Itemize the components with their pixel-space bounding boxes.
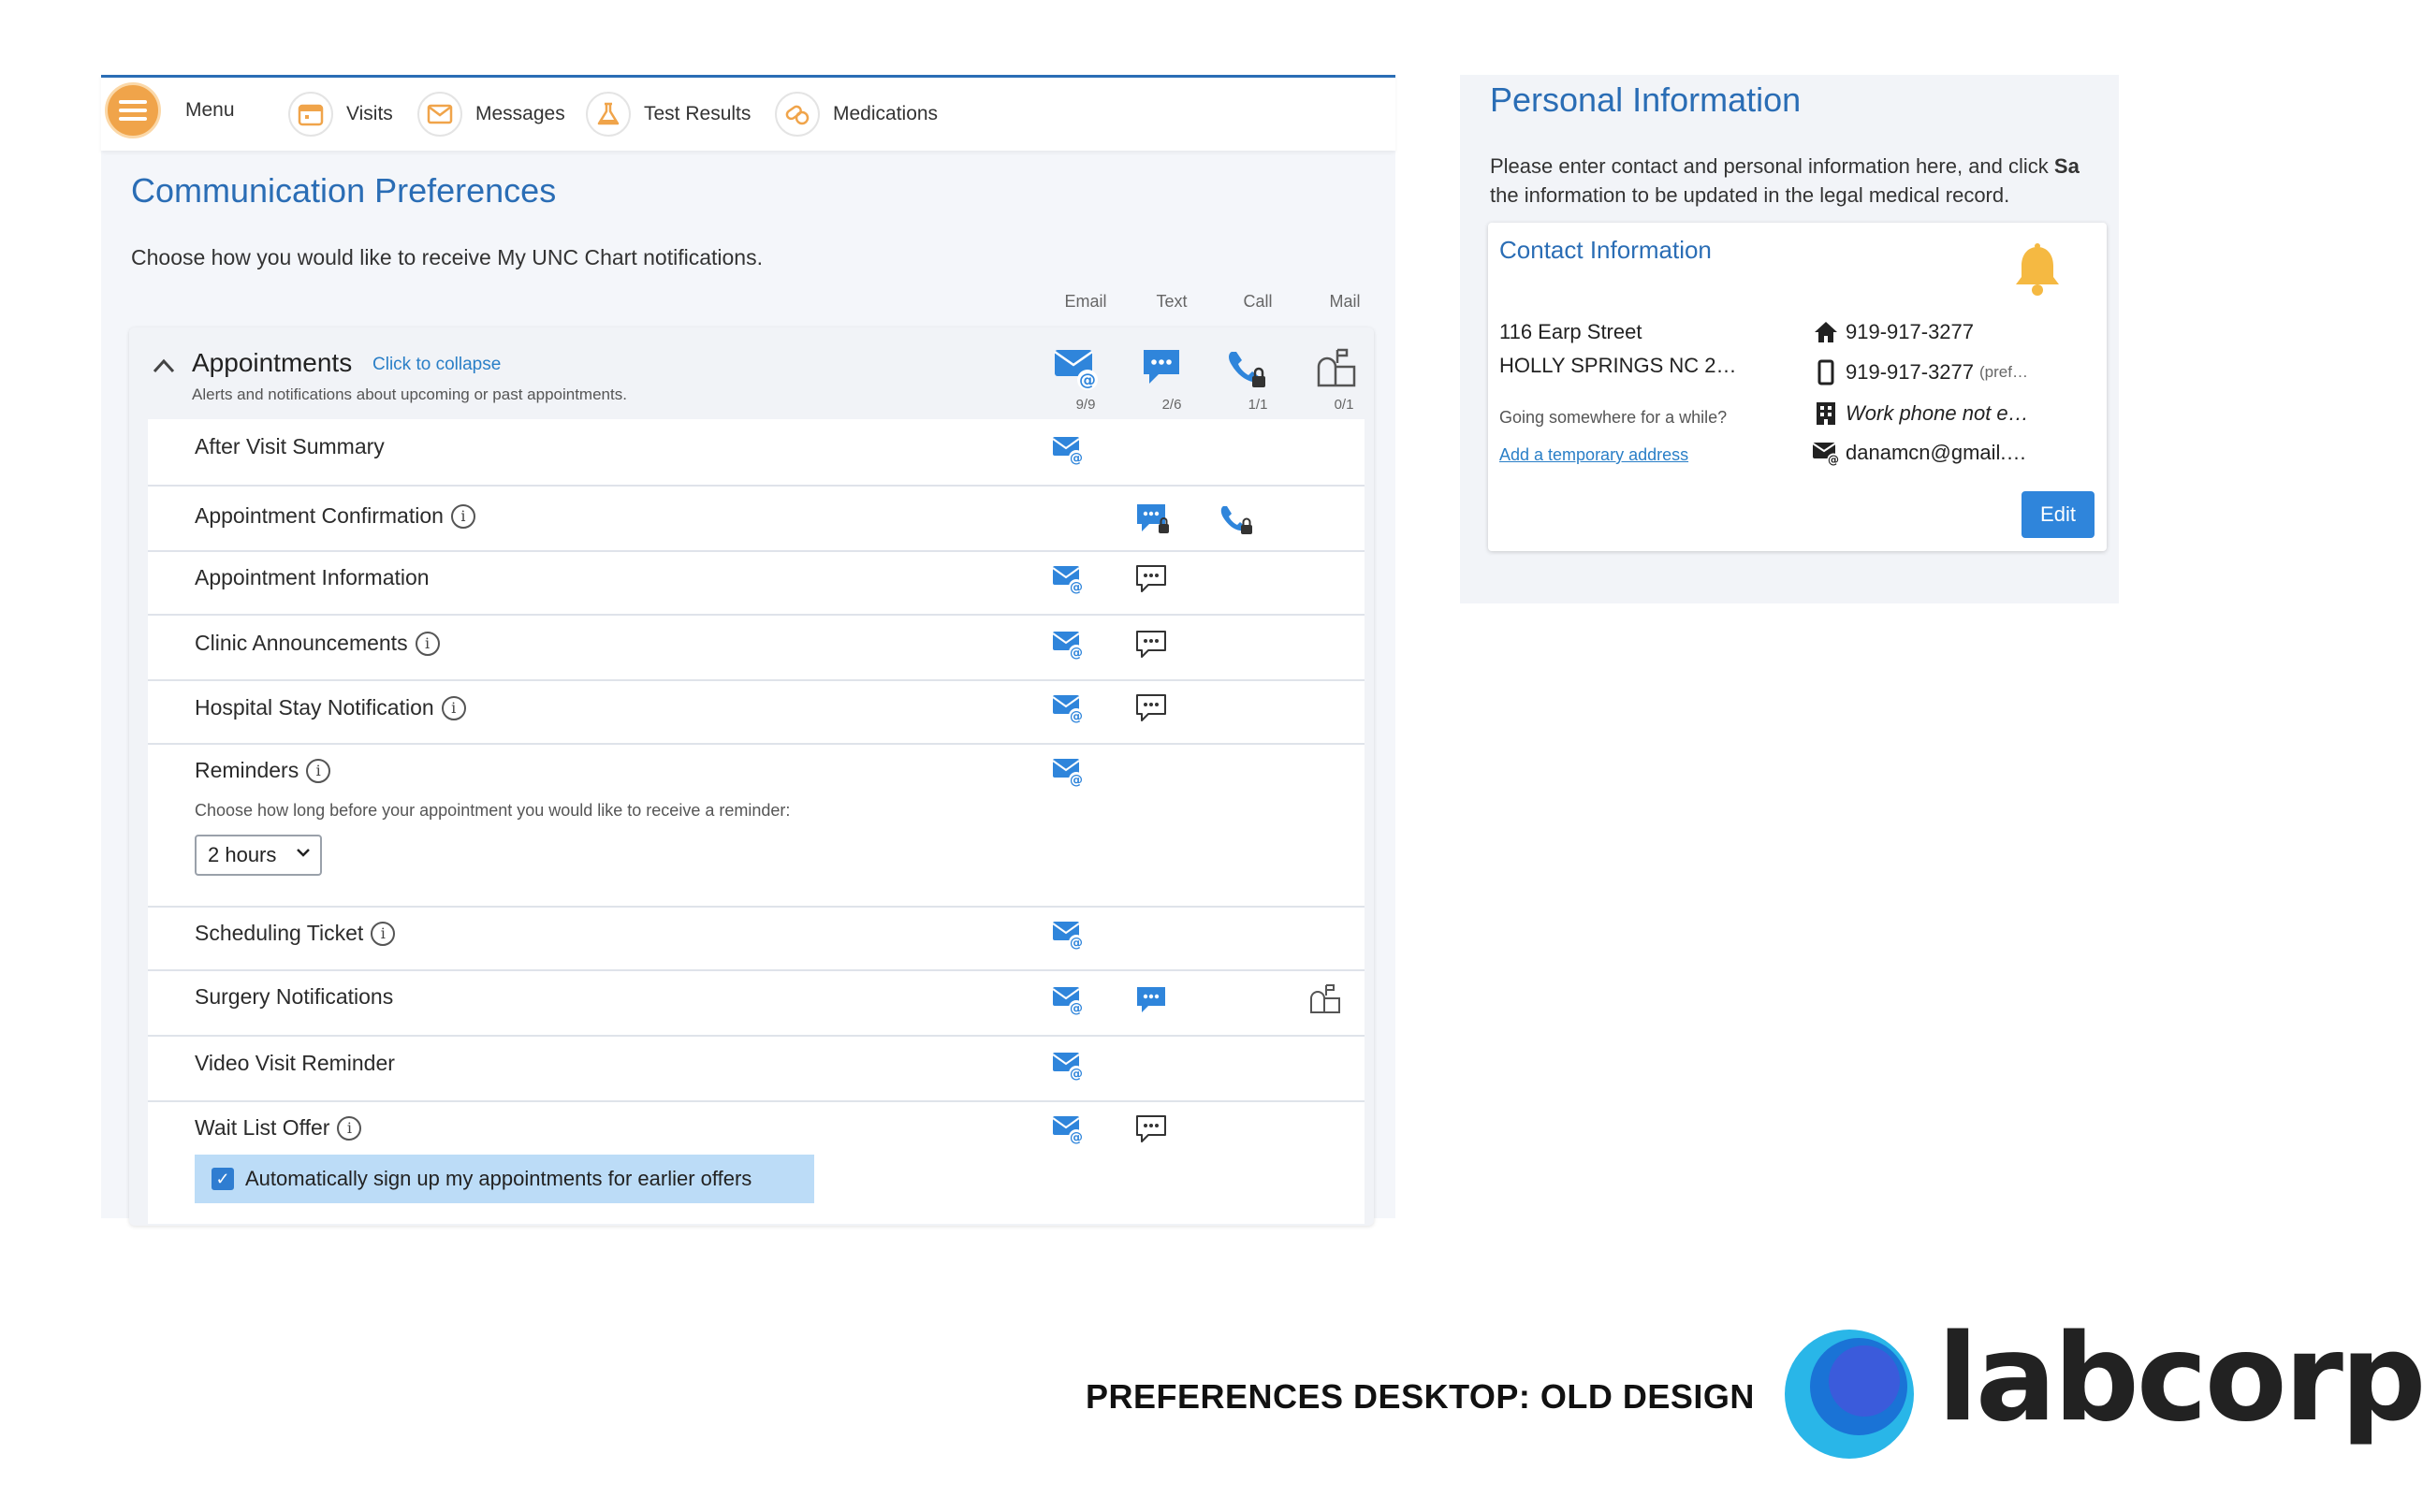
list-item: [148, 969, 1365, 1037]
info-icon[interactable]: i: [306, 759, 330, 783]
svg-text:@: @: [1070, 709, 1083, 724]
email-icon: [1051, 1050, 1085, 1082]
email-toggle[interactable]: [1051, 756, 1085, 792]
preferences-list: [148, 419, 1365, 1224]
mailbox-icon: [1315, 346, 1358, 389]
work-phone-row: [1812, 400, 2029, 427]
row-label: [195, 758, 330, 783]
mobile-phone-row: [1812, 359, 2028, 385]
auto-signup-label: Automatically sign up my appointments for earlier offers: [245, 1167, 752, 1190]
contact-info-title: Contact Information: [1499, 236, 1712, 264]
email-toggle[interactable]: [1051, 919, 1085, 955]
email-toggle[interactable]: [1051, 1050, 1085, 1086]
email-toggle[interactable]: [1051, 692, 1085, 729]
personal-info-text-line1: Please enter contact and personal information here, and click: [1490, 154, 2054, 178]
auto-signup-checkbox[interactable]: [195, 1155, 814, 1203]
row-label-text: Clinic Announcements: [195, 631, 408, 655]
menu-icon: [105, 82, 161, 138]
chat-outline-icon: [1134, 629, 1168, 661]
chat-bubble-icon: [1134, 984, 1168, 1016]
text-toggle[interactable]: [1134, 629, 1168, 665]
list-item: [148, 679, 1365, 745]
nav-visits-label: Visits: [346, 103, 393, 124]
phone-locked-icon: [1224, 346, 1269, 391]
personal-information-panel: [1460, 75, 2119, 603]
list-item: [148, 614, 1365, 681]
column-header-email: Email: [1064, 292, 1107, 311]
reminder-time-value: 2 hours: [208, 843, 277, 866]
svg-text:@: @: [1070, 1067, 1083, 1082]
reminder-time-select[interactable]: [195, 835, 322, 876]
row-label: [195, 631, 440, 656]
address-line-1: 116 Earp Street: [1499, 320, 1642, 343]
info-icon[interactable]: i: [416, 632, 440, 656]
call-count: 1/1: [1248, 397, 1268, 413]
list-item: [148, 485, 1365, 552]
row-label-text: Hospital Stay Notification: [195, 695, 434, 720]
email-icon: [1051, 434, 1085, 466]
chat-locked-icon: [1134, 502, 1172, 535]
email-icon: [1051, 919, 1085, 951]
flask-icon: [586, 92, 631, 137]
email-icon: [1051, 629, 1085, 661]
column-header-call: Call: [1243, 292, 1273, 311]
chat-bubble-icon: [1140, 346, 1183, 387]
list-item: [148, 743, 1365, 908]
calendar-icon: [288, 92, 333, 137]
row-label-text: Wait List Offer: [195, 1115, 330, 1140]
row-label: [195, 695, 466, 720]
mail-count: 0/1: [1334, 397, 1354, 413]
nav-medications-label: Medications: [833, 103, 939, 124]
section-subtitle: Alerts and notifications about upcoming or past appointments.: [192, 385, 627, 403]
communication-preferences-panel: [101, 75, 1395, 1218]
svg-text:@: @: [1070, 1001, 1083, 1016]
row-label: [195, 503, 475, 529]
email-icon: [1051, 756, 1085, 788]
pills-icon: [775, 92, 820, 137]
nav-menu[interactable]: [105, 86, 235, 135]
home-icon: [1812, 320, 1840, 344]
list-item: [148, 1100, 1365, 1224]
email-icon: [1051, 563, 1085, 595]
home-phone: 919-917-3277: [1846, 320, 1975, 343]
mail-all-toggle[interactable]: [1315, 346, 1358, 394]
email-toggle[interactable]: [1051, 1113, 1085, 1150]
chevron-down-icon: [296, 844, 311, 864]
svg-text:@: @: [1070, 1130, 1083, 1145]
contact-information-card: [1488, 223, 2107, 551]
checkmark-icon: ✓: [212, 1168, 234, 1190]
add-temporary-address-link[interactable]: Add a temporary address: [1499, 445, 1689, 464]
email-icon: [1812, 440, 1840, 466]
row-label-text: Reminders: [195, 758, 299, 782]
svg-text:@: @: [1079, 371, 1096, 390]
mobile-preferred-note: (pref…: [1979, 363, 2028, 381]
list-item: [148, 550, 1365, 616]
email-address: danamcn@gmail.…: [1846, 441, 2027, 464]
svg-text:@: @: [1070, 773, 1083, 788]
row-label-text: Appointment Confirmation: [195, 503, 444, 528]
address-line-2: HOLLY SPRINGS NC 2…: [1499, 354, 1737, 377]
nav-messages-label: Messages: [475, 103, 565, 124]
list-item: [148, 906, 1365, 971]
chat-outline-icon: [1134, 1113, 1168, 1145]
email-icon: [1053, 346, 1100, 391]
intro-text: Choose how you would like to receive My UNC Chart notifications.: [131, 245, 763, 269]
building-icon: [1812, 400, 1840, 427]
personal-info-text: [1490, 152, 2080, 210]
labcorp-wordmark: labcorp: [1937, 1309, 2423, 1448]
nav-messages[interactable]: [417, 90, 565, 138]
row-label: [195, 921, 395, 946]
text-toggle[interactable]: [1134, 1113, 1168, 1150]
row-label: [195, 1115, 361, 1141]
work-phone: Work phone not e…: [1846, 401, 2029, 425]
email-toggle[interactable]: [1051, 984, 1085, 1021]
mail-toggle[interactable]: [1308, 982, 1342, 1021]
row-label: Appointment Information: [195, 565, 430, 589]
mailbox-icon: [1308, 982, 1342, 1016]
text-all-toggle[interactable]: [1140, 346, 1183, 392]
svg-text:@: @: [1070, 646, 1083, 661]
row-label: Video Visit Reminder: [195, 1051, 395, 1075]
info-icon[interactable]: i: [451, 504, 475, 529]
email-toggle[interactable]: [1051, 629, 1085, 665]
edit-button[interactable]: Edit: [2022, 491, 2095, 538]
column-header-text: Text: [1156, 292, 1188, 311]
nav-menu-label: Menu: [185, 99, 235, 121]
nav-visits[interactable]: [288, 90, 393, 138]
chat-outline-icon: [1134, 692, 1168, 724]
labcorp-logo-icon: [1784, 1329, 1915, 1464]
email-row: [1812, 440, 2027, 466]
list-item: [148, 419, 1365, 487]
home-phone-row: [1812, 320, 1974, 344]
collapse-link[interactable]: Click to collapse: [372, 355, 502, 374]
email-toggle[interactable]: [1051, 563, 1085, 600]
text-count: 2/6: [1161, 397, 1182, 413]
call-all-toggle[interactable]: [1224, 346, 1269, 396]
column-header-mail: Mail: [1329, 292, 1361, 311]
svg-text:@: @: [1070, 451, 1083, 466]
svg-text:@: @: [1070, 936, 1083, 951]
phone-locked-icon: [1218, 502, 1255, 537]
bell-icon: [2008, 241, 2066, 304]
email-icon: [1051, 984, 1085, 1016]
personal-info-text-bold: Sa: [2053, 154, 2080, 178]
text-toggle[interactable]: [1134, 563, 1168, 600]
personal-info-title: Personal Information: [1490, 80, 1802, 119]
mobile-phone-icon: [1812, 359, 1840, 385]
page-title: Communication Preferences: [131, 171, 557, 210]
text-toggle[interactable]: [1134, 692, 1168, 729]
personal-info-text-line2: the information to be updated in the legal medical record.: [1490, 183, 2010, 207]
list-item: [148, 1035, 1365, 1102]
info-icon[interactable]: i: [371, 922, 395, 946]
text-toggle[interactable]: [1134, 984, 1168, 1021]
envelope-icon: [417, 92, 462, 137]
call-toggle[interactable]: [1218, 502, 1255, 542]
info-icon[interactable]: i: [337, 1116, 361, 1141]
email-icon: [1051, 1113, 1085, 1145]
row-label-text: Scheduling Ticket: [195, 921, 364, 945]
slide-caption: PREFERENCES DESKTOP: OLD DESIGN: [1086, 1377, 1755, 1416]
svg-text:@: @: [1070, 580, 1083, 595]
text-toggle[interactable]: [1134, 502, 1172, 540]
section-title: Appointments: [192, 348, 353, 377]
svg-text:@: @: [1828, 453, 1839, 467]
row-label: After Visit Summary: [195, 434, 385, 458]
reminder-description: Choose how long before your appointment you would like to receive a reminder:: [195, 801, 791, 820]
email-icon: [1051, 692, 1085, 724]
chevron-up-icon[interactable]: [153, 358, 175, 378]
nav-test-results[interactable]: [586, 90, 751, 138]
top-navigation: [101, 75, 1395, 151]
chat-outline-icon: [1134, 563, 1168, 595]
email-toggle[interactable]: [1051, 434, 1085, 471]
nav-test-results-label: Test Results: [644, 103, 752, 124]
mobile-phone: 919-917-3277: [1846, 360, 1975, 384]
row-label: Surgery Notifications: [195, 984, 394, 1009]
nav-medications[interactable]: [775, 90, 938, 138]
info-icon[interactable]: i: [442, 696, 466, 720]
email-count: 9/9: [1075, 397, 1096, 413]
temporary-address-prompt: Going somewhere for a while?: [1499, 408, 1728, 427]
email-all-toggle[interactable]: [1053, 346, 1100, 396]
